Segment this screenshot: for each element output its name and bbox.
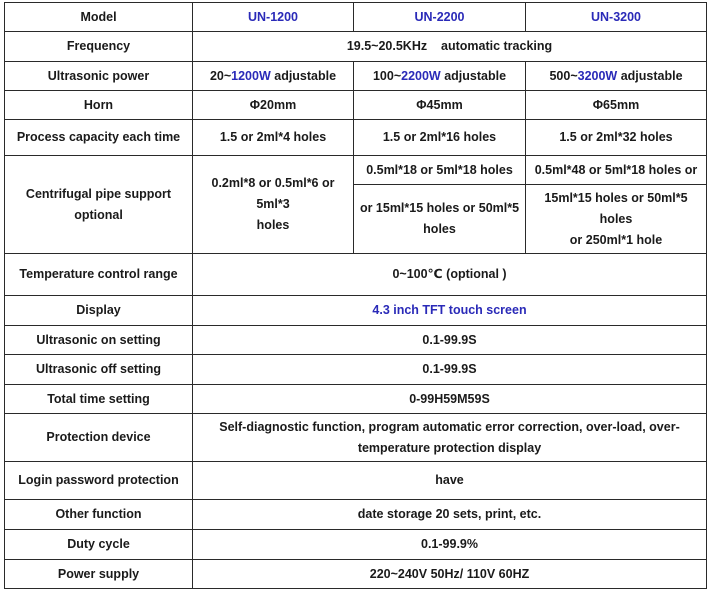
- row-label-ultrasonic-on: Ultrasonic on setting: [5, 326, 193, 355]
- centrifugal-un-1200-line1: 0.2ml*8 or 0.5ml*6 or 5ml*3: [211, 176, 335, 211]
- table-row-duty-cycle: [5, 530, 707, 560]
- centrifugal-un-2200-top: 0.5ml*18 or 5ml*18 holes: [354, 156, 526, 185]
- power-value-un-2200: 100~2200W adjustable: [354, 62, 526, 91]
- login-value: have: [193, 462, 707, 500]
- table-row-frequency: [5, 32, 707, 62]
- centrifugal-un-3200-bottom-line2: holes: [599, 211, 633, 226]
- centrifugal-un-3200-bottom-line1: 15ml*15 holes or 50ml*5: [544, 190, 688, 205]
- power-supply-value: 220~240V 50Hz/ 110V 60HZ: [193, 560, 707, 589]
- row-label-login: Login password protection: [5, 462, 193, 500]
- row-label-other-function: Other function: [5, 500, 193, 530]
- table-row-ultrasonic-off: [5, 355, 707, 385]
- table-row-ultrasonic-on: [5, 326, 707, 355]
- centrifugal-un-3200-bottom: [526, 185, 707, 254]
- row-label-horn: Horn: [5, 91, 193, 120]
- spec-table-container: [4, 2, 707, 589]
- power-value-un-3200: 500~3200W adjustable: [526, 62, 707, 91]
- capacity-value-un-3200: 1.5 or 2ml*32 holes: [526, 120, 707, 156]
- total-time-value: 0-99H59M59S: [193, 385, 707, 414]
- temperature-value: 0~100℃ (optional ): [193, 254, 707, 296]
- display-value: 4.3 inch TFT touch screen: [193, 296, 707, 326]
- centrifugal-label-line2: optional: [74, 207, 123, 222]
- row-label-total-time: Total time setting: [5, 385, 193, 414]
- row-label-model: Model: [5, 3, 193, 32]
- horn-value-un-3200: Φ65mm: [526, 91, 707, 120]
- table-row-ultrasonic-power: [5, 62, 707, 91]
- table-row-horn: [5, 91, 707, 120]
- row-label-frequency: Frequency: [5, 32, 193, 62]
- horn-value-un-2200: Φ45mm: [354, 91, 526, 120]
- spec-table: [4, 2, 707, 589]
- centrifugal-un-3200-top: 0.5ml*48 or 5ml*18 holes or: [526, 156, 707, 185]
- table-row-model: [5, 3, 707, 32]
- centrifugal-un-2200-bottom: [354, 185, 526, 254]
- centrifugal-un-2200-bottom-line1: or 15ml*15 holes or 50ml*5: [359, 201, 520, 215]
- centrifugal-un-2200-bottom-line2: holes: [423, 222, 456, 236]
- row-label-ultrasonic-off: Ultrasonic off setting: [5, 355, 193, 385]
- row-label-centrifugal: [5, 156, 193, 254]
- horn-value-un-1200: Φ20mm: [193, 91, 354, 120]
- row-label-power-supply: Power supply: [5, 560, 193, 589]
- table-row-temperature: [5, 254, 707, 296]
- ultrasonic-on-value: 0.1-99.9S: [193, 326, 707, 355]
- model-un-3200: UN-3200: [526, 3, 707, 32]
- row-label-duty-cycle: Duty cycle: [5, 530, 193, 560]
- row-label-process-capacity: Process capacity each time: [5, 120, 193, 156]
- row-label-protection: Protection device: [5, 414, 193, 462]
- protection-line2: temperature protection display: [357, 440, 542, 455]
- table-row-protection: [5, 414, 707, 462]
- capacity-value-un-1200: 1.5 or 2ml*4 holes: [193, 120, 354, 156]
- power-value-un-1200: 20~1200W adjustable: [193, 62, 354, 91]
- capacity-value-un-2200: 1.5 or 2ml*16 holes: [354, 120, 526, 156]
- protection-line1: Self-diagnostic function, program automatic error correction, over-load, over-: [219, 419, 680, 434]
- centrifugal-un-3200-bottom-line3: or 250ml*1 hole: [569, 232, 663, 247]
- row-label-temperature: Temperature control range: [5, 254, 193, 296]
- other-function-value: date storage 20 sets, print, etc.: [193, 500, 707, 530]
- table-row-display: [5, 296, 707, 326]
- model-un-1200: UN-1200: [193, 3, 354, 32]
- model-un-2200: UN-2200: [354, 3, 526, 32]
- frequency-value: 19.5~20.5KHz automatic tracking: [193, 32, 707, 62]
- duty-cycle-value: 0.1-99.9%: [193, 530, 707, 560]
- centrifugal-label-line1: Centrifugal pipe support: [25, 186, 172, 201]
- table-row-login: [5, 462, 707, 500]
- centrifugal-un-1200-line2: holes: [256, 218, 290, 232]
- protection-value: [193, 414, 707, 462]
- ultrasonic-off-value: 0.1-99.9S: [193, 355, 707, 385]
- table-row-process-capacity: [5, 120, 707, 156]
- table-row-total-time: [5, 385, 707, 414]
- table-row-power-supply: [5, 560, 707, 589]
- table-row-centrifugal-top: [5, 156, 707, 185]
- row-label-ultrasonic-power: Ultrasonic power: [5, 62, 193, 91]
- table-row-other-function: [5, 500, 707, 530]
- centrifugal-value-un-1200: [193, 156, 354, 254]
- row-label-display: Display: [5, 296, 193, 326]
